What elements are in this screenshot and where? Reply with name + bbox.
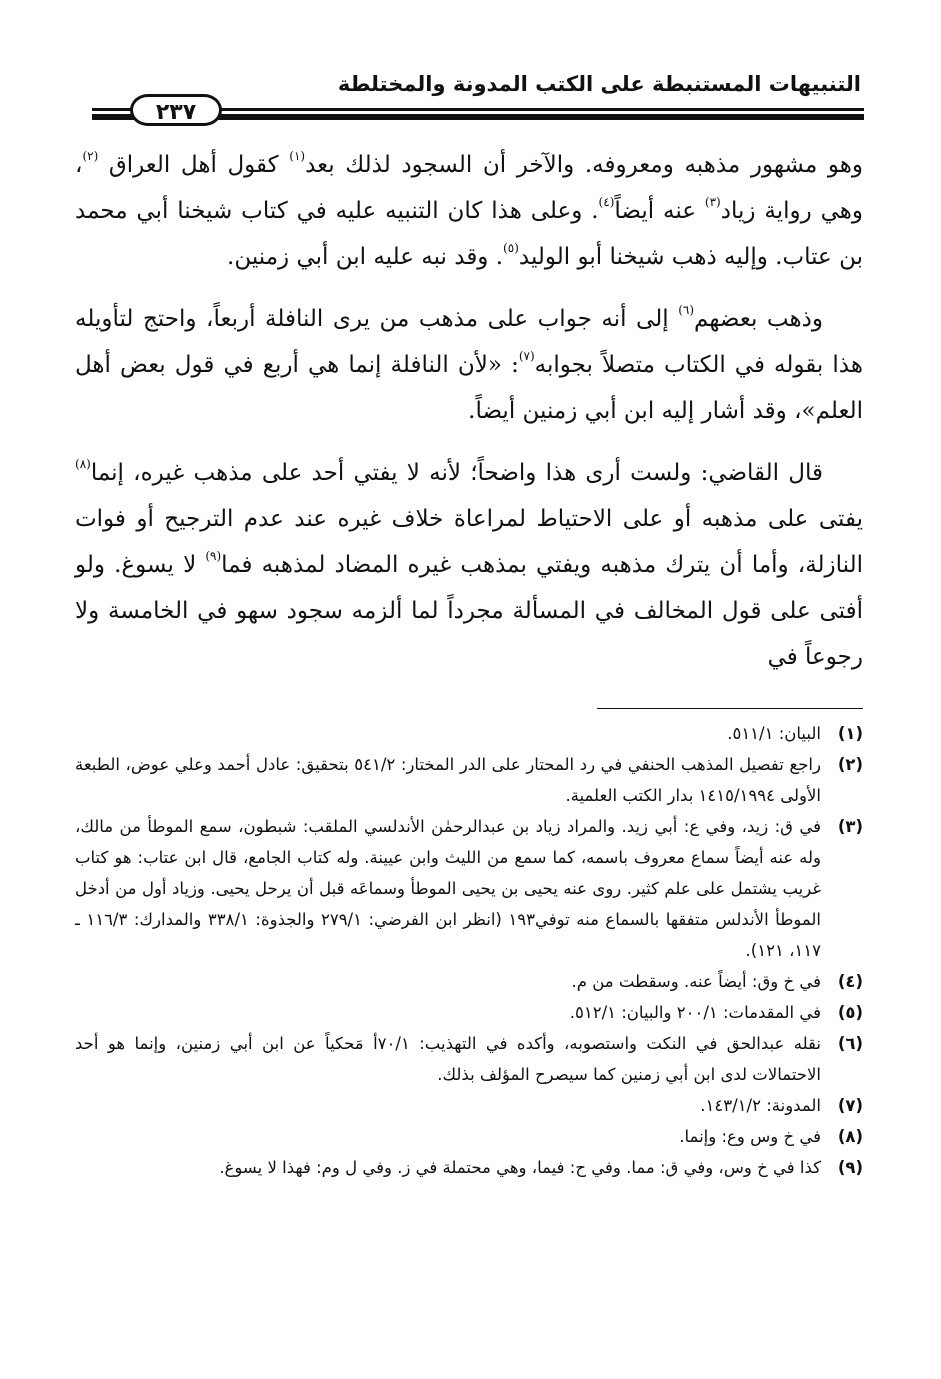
footnote-ref-7[interactable]: (٧) <box>518 349 535 364</box>
footnote-ref-2[interactable]: (٢) <box>82 149 99 164</box>
text-run: . وعلى هذا كان التنبيه عليه في كتاب شيخنا أبي محمد بن عتاب. وإليه ذهب شيخنا أبو الوليد <box>75 198 863 270</box>
footnote-text: راجع تفصيل المذهب الحنفي في رد المحتار على الدر المختار: ٥٤١/٢ بتحقيق: عادل أحمد وعلي عوض، الطبعة الأولى ١٤١٥/١٩٩٤ بدار الكتب العلمية. <box>75 755 821 805</box>
footnote-item <box>75 1152 863 1183</box>
text-run: يفتى على مذهبه أو على الاحتياط لمراعاة خلاف غيره عند عدم الترجيح أو فوات النازلة، وأما أن يترك مذهبه ويفتي بمذهب غيره المضاد لمذهبه فما <box>75 506 863 578</box>
text-run: لا يسوغ. ولو أفتى على قول المخالف في المسألة مجرداً لما ألزمه سجود سهو في الخامسة ولا رجوعاً في <box>75 552 863 670</box>
paragraph-2 <box>75 296 863 434</box>
footnote-number: (٢) <box>837 755 863 774</box>
footnote-ref-4[interactable]: (٤) <box>598 195 615 210</box>
footnote-ref-1[interactable]: (١) <box>289 149 306 164</box>
footnote-ref-8[interactable]: (٨) <box>75 457 91 472</box>
footnote-number: (٨) <box>837 1127 863 1146</box>
footnote-item <box>75 1090 863 1121</box>
footnote-text: البيان: ٥١١/١. <box>727 724 821 743</box>
footnote-item <box>75 749 863 811</box>
footnote-number: (٦) <box>837 1034 863 1053</box>
paragraph-1 <box>75 142 863 280</box>
footnote-text: كذا في خ وس، وفي ق: مما. وفي ح: فيما، وهي محتملة في ز. وفي ل وم: فهذا لا يسوغ. <box>219 1158 821 1177</box>
footnote-ref-3[interactable]: (٣) <box>704 195 721 210</box>
footnote-number: (٩) <box>837 1158 863 1177</box>
footnote-separator <box>597 708 863 709</box>
footnotes <box>75 718 863 1183</box>
main-text <box>75 142 863 696</box>
text-run: إلى أنه جواب على مذهب من يرى النافلة أربعاً، واحتج لتأويله هذا بقوله في الكتاب متصلاً بجوابه <box>75 306 863 378</box>
footnote-text: في ق: زيد، وفي ع: أبي زيد. والمراد زياد بن عبدالرحمٰن الأندلسي الملقب: شبطون، سمع الموطأ من مالك، وله عنه أيضاً سماع معروف باسمه، كما سمع من الليث وابن عيينة. وله كتاب الجامع، قال ابن عتاب: هو كتاب غريب يشتمل على علم كثير. روى عنه يحيى بن يحيى الموطأ وسماعَه قبل أن يرحل يحيى. وزياد أول من أدخل الموطأ الأندلس متفقها بالسماع منه توفي١٩٣ (انظر ابن الفرضي: ٢٧٩/١ والجذوة: ٣٣٨/١ والمدارك: ١١٦/٣ ـ ١١٧، ١٢١). <box>75 817 821 960</box>
text-run: عنه أيضاً <box>614 198 705 224</box>
footnote-item <box>75 997 863 1028</box>
page-number: ٢٣٧ <box>130 94 222 126</box>
footnote-text: في خ وق: أيضاً عنه. وسقطت من م. <box>571 972 821 991</box>
footnote-ref-9[interactable]: (٩) <box>205 549 222 564</box>
paragraph-3 <box>75 450 863 680</box>
footnote-text: في المقدمات: ٢٠٠/١ والبيان: ٥١٢/١. <box>569 1003 821 1022</box>
footnote-item <box>75 966 863 997</box>
footnote-number: (٤) <box>837 972 863 991</box>
running-title: التنبيهات المستنبطة على الكتب المدونة والمختلطة <box>337 72 861 96</box>
footnote-item <box>75 718 863 749</box>
footnote-number: (١) <box>837 724 863 743</box>
text-run: : «لأن النافلة إنما هي أربع في قول بعض أهل العلم»، وقد أشار إليه ابن أبي زمنين أيضاً. <box>75 352 863 424</box>
text-run: وذهب بعضهم <box>694 306 823 332</box>
text-run: كقول أهل العراق <box>98 152 290 178</box>
footnote-number: (٥) <box>837 1003 863 1022</box>
footnote-text: في خ وس وع: وإنما. <box>679 1127 821 1146</box>
text-run: قال القاضي: ولست أرى هذا واضحاً؛ لأنه لا يفتي أحد على مذهب غيره، إنما <box>90 460 823 486</box>
footnote-ref-5[interactable]: (٥) <box>503 241 519 256</box>
footnote-ref-6[interactable]: (٦) <box>678 303 695 318</box>
text-run: . وقد نبه عليه ابن أبي زمنين. <box>227 244 504 270</box>
footnote-number: (٧) <box>837 1096 863 1115</box>
text-run: ، وهي رواية زياد <box>75 152 863 224</box>
footnote-text: المدونة: ١٤٣/١/٢. <box>700 1096 821 1115</box>
footnote-item <box>75 1121 863 1152</box>
text-run: وهو مشهور مذهبه ومعروفه. والآخر أن السجود لذلك بعد <box>305 152 863 178</box>
footnote-item <box>75 811 863 966</box>
footnote-text: نقله عبدالحق في النكت واستصوبه، وأكده في التهذيب: ٧٠/١أ مَحكياً عن ابن أبي زمنين، وإنما هو أحد الاحتمالات لدى ابن أبي زمنين كما سيصرح المؤلف بذلك. <box>75 1034 821 1084</box>
footnote-item <box>75 1028 863 1090</box>
footnote-number: (٣) <box>837 817 863 836</box>
